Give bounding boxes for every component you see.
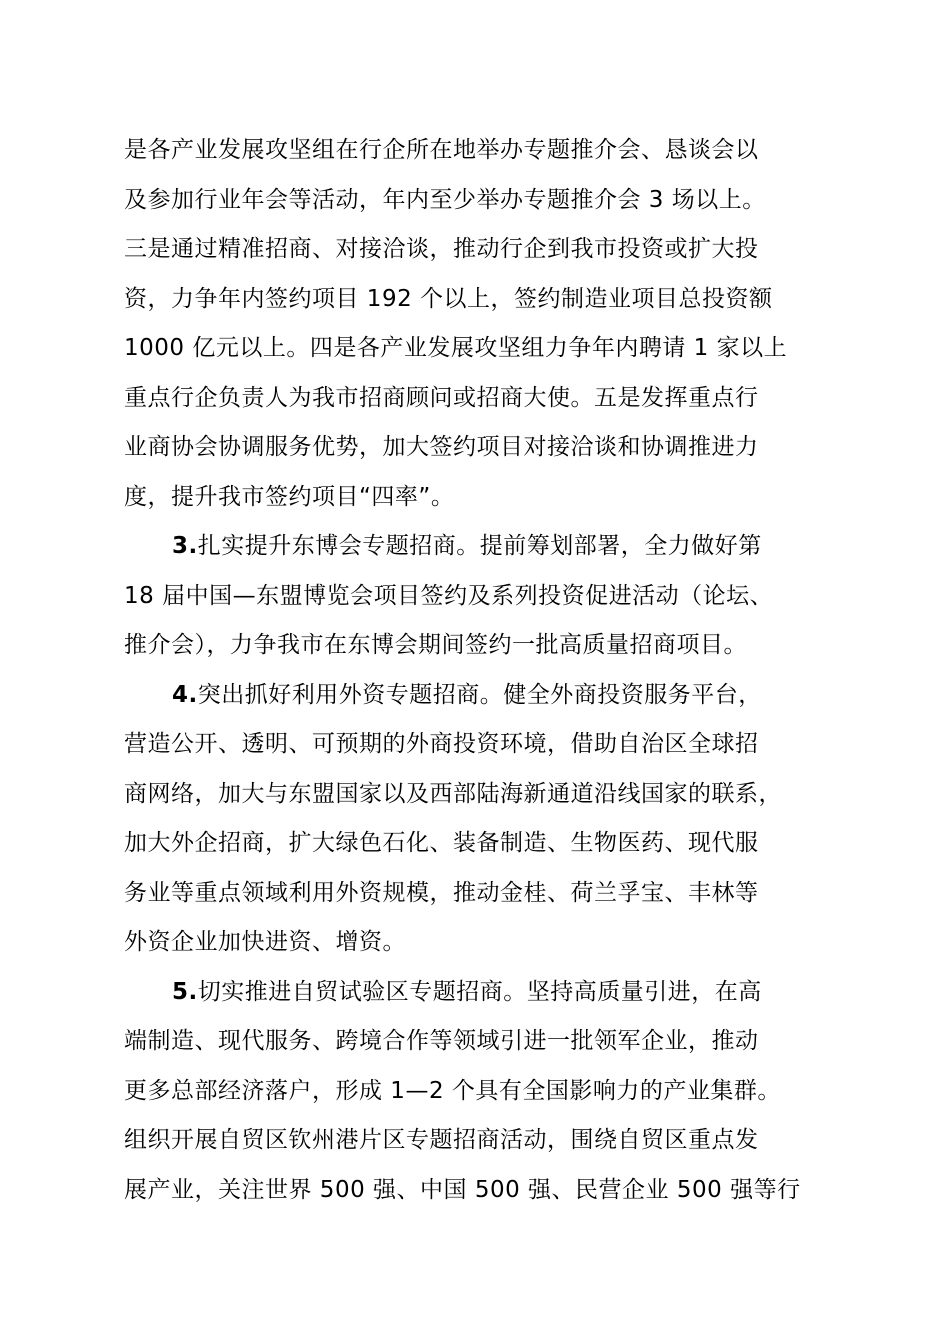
text-line: 营造公开、透明、可预期的外商投资环境，借助自治区全球招 [124, 731, 759, 757]
paragraph-3-first-line [124, 522, 840, 572]
text-line: 业商协会协调服务优势，加大签约项目对接洽谈和协调推进力 [124, 434, 759, 460]
paragraph-4-first-line [124, 671, 840, 721]
text-line: 1000 亿元以上。四是各产业发展攻坚组力争年内聘请 1 家以上 [124, 335, 788, 361]
text-line: 外资企业加快进资、增资。 [124, 929, 406, 955]
paragraph-5-text: 切实推进自贸试验区专题招商。坚持高质量引进，在高 [197, 978, 762, 1005]
text-line: 务业等重点领域利用外资规模，推动金桂、荷兰孚宝、丰林等 [124, 879, 759, 906]
text-line: 加大外企招商，扩大绿色石化、装备制造、生物医药、现代服 [124, 830, 759, 856]
text-line: 推介会），力争我市在东博会期间签约一批高质量招商项目。 [124, 632, 747, 658]
item-number: 5. [172, 978, 198, 1005]
text-line: 商网络，加大与东盟国家以及西部陆海新通道沿线国家的联系， [124, 780, 782, 807]
text-line: 18 届中国—东盟博览会项目签约及系列投资促进活动（论坛、 [124, 582, 774, 609]
text-line: 是各产业发展攻坚组在行企所在地举办专题推介会、恳谈会以 [124, 137, 759, 163]
text-line: 端制造、现代服务、跨境合作等领域引进一批领军企业，推动 [124, 1028, 759, 1054]
text-line: 度，提升我市签约项目“四率”。 [124, 483, 455, 510]
paragraph-5-first-line [124, 968, 840, 1018]
item-number: 4. [172, 681, 198, 708]
text-line: 资，力争年内签约项目 192 个以上，签约制造业项目总投资额 [124, 285, 773, 312]
text-line: 重点行企负责人为我市招商顾问或招商大使。五是发挥重点行 [124, 384, 759, 411]
document-body [124, 126, 840, 1215]
text-line: 三是通过精准招商、对接洽谈，推动行企到我市投资或扩大投 [124, 236, 759, 262]
text-line: 展产业，关注世界 500 强、中国 500 强、民营企业 500 强等行 [124, 1176, 801, 1203]
text-line: 更多总部经济落户，形成 1—2 个具有全国影响力的产业集群。 [124, 1077, 781, 1104]
item-number: 3. [172, 533, 198, 559]
paragraph-3-text: 扎实提升东博会专题招商。提前筹划部署，全力做好第 [197, 533, 762, 559]
text-line: 及参加行业年会等活动，年内至少举办专题推介会 3 场以上。 [124, 186, 766, 213]
paragraph-4-text: 突出抓好利用外资专题招商。健全外商投资服务平台， [197, 681, 762, 708]
text-line: 组织开展自贸区钦州港片区专题招商活动，围绕自贸区重点发 [124, 1127, 759, 1153]
